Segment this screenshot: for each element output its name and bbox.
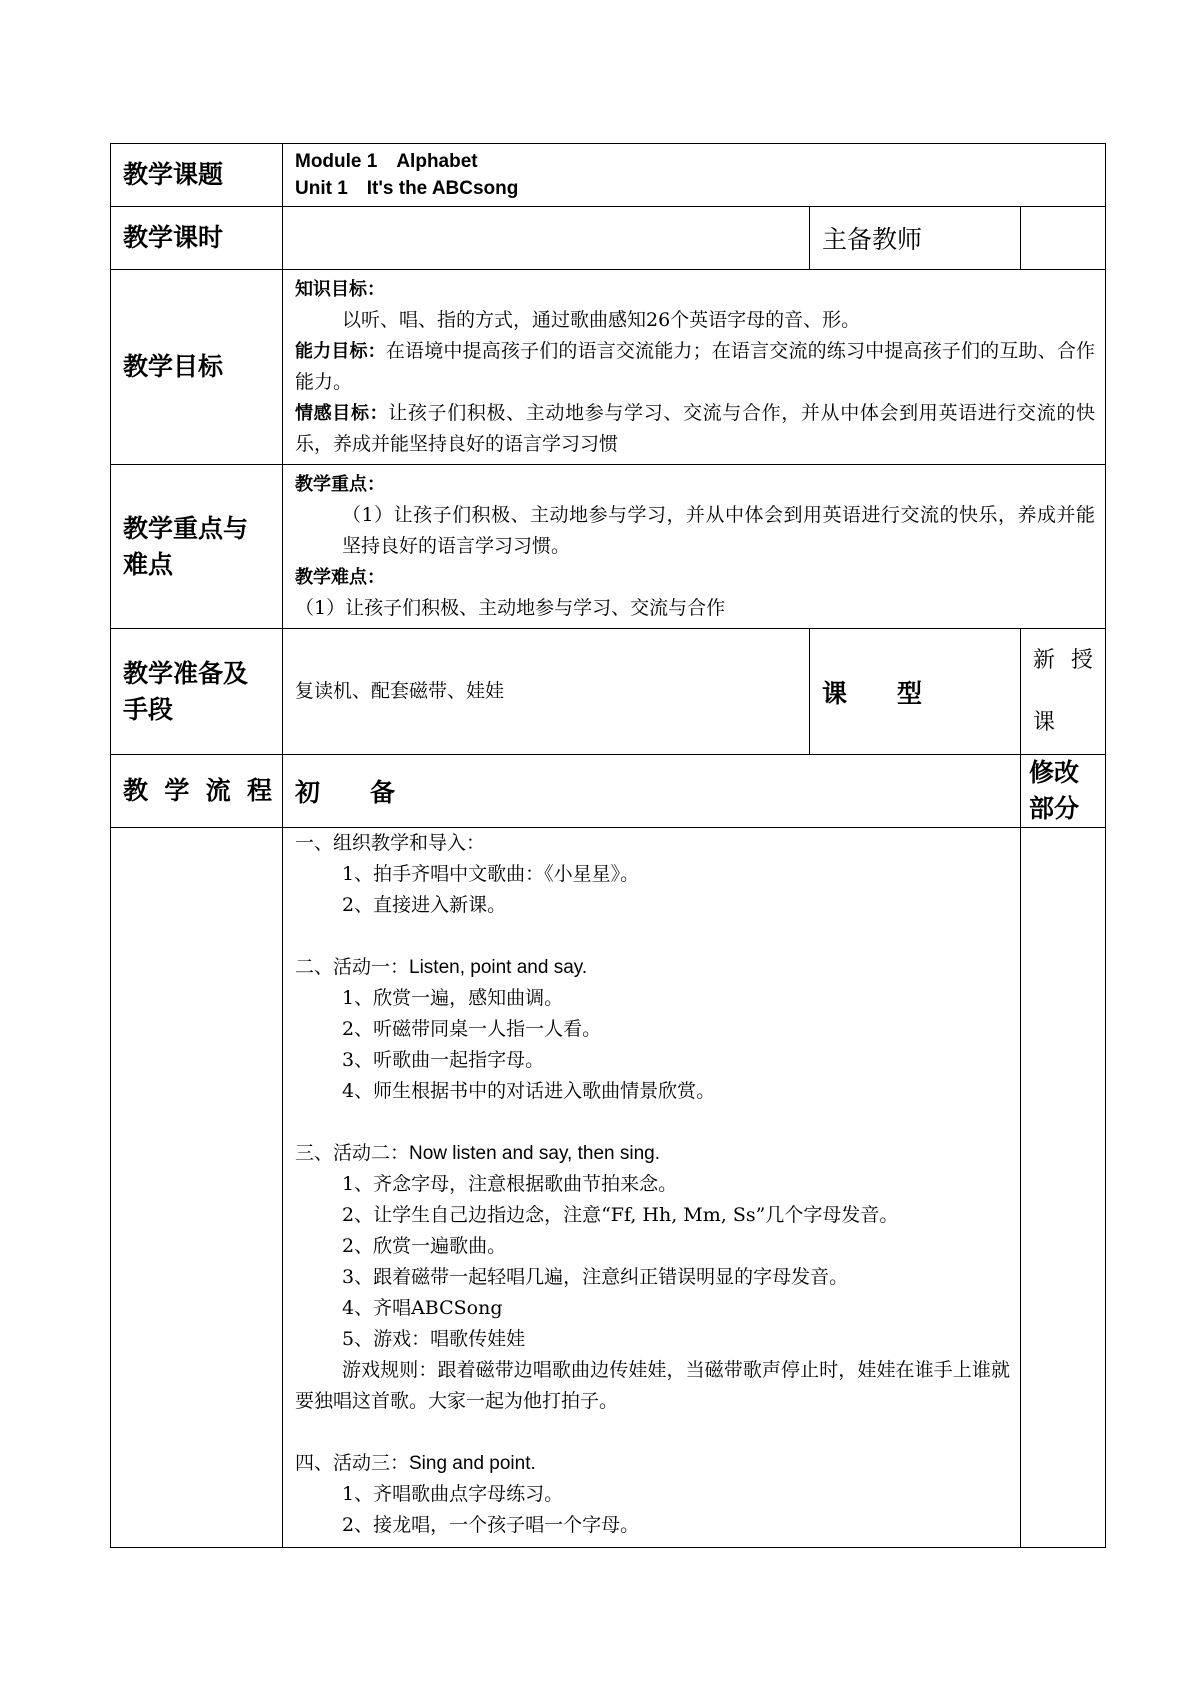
key-title: 教学重点： <box>295 474 385 495</box>
row-key-points <box>111 465 1106 629</box>
flow-line: 1、齐唱歌曲点字母练习。 <box>342 1483 564 1505</box>
flow-line: 2、欣赏一遍歌曲。 <box>342 1235 507 1257</box>
row-flow-header <box>111 755 1106 828</box>
row-hours <box>111 207 1106 270</box>
flow-line: 二、活动一：Listen, point and say. <box>295 957 588 978</box>
flow-line: 1、欣赏一遍，感知曲调。 <box>342 987 564 1009</box>
draft-label: 初 备 <box>283 755 1021 828</box>
difficult-title: 教学难点： <box>295 567 385 588</box>
topic-label: 教学课题 <box>111 144 283 207</box>
prep-label: 教学准备及手段 <box>111 629 283 755</box>
flow-line: 3、跟着磁带一起轻唱几遍，注意纠正错误明显的字母发音。 <box>342 1266 849 1288</box>
knowledge-text: 以听、唱、指的方式，通过歌曲感知26个英语字母的音、形。 <box>342 309 861 331</box>
knowledge-title: 知识目标： <box>295 279 385 300</box>
row-goals <box>111 270 1106 465</box>
flow-content <box>283 828 1021 1548</box>
prep-value: 复读机、配套磁带、娃娃 <box>283 629 810 755</box>
flow-right-empty <box>1021 828 1106 1548</box>
flow-blank <box>295 1417 1010 1448</box>
flow-line: 5、游戏：唱歌传娃娃 <box>342 1328 526 1350</box>
hours-label: 教学课时 <box>111 207 283 270</box>
ability-title: 能力目标： <box>295 341 386 362</box>
difficult-text: （1）让孩子们积极、主动地参与学习、交流与合作 <box>295 597 726 619</box>
key-text: （1）让孩子们积极、主动地参与学习，并从中体会到用英语进行交流的快乐，养成并能坚持良好的语言学习习惯。 <box>342 504 1095 557</box>
flow-line: 1、拍手齐唱中文歌曲：《小星星》。 <box>342 863 640 885</box>
flow-line: 2、听磁带同桌一人指一人看。 <box>342 1018 602 1040</box>
flow-label: 教学流程 <box>111 755 283 828</box>
flow-line: 2、接龙唱，一个孩子唱一个字母。 <box>342 1514 640 1536</box>
row-flow-content <box>111 828 1106 1548</box>
flow-line: 游戏规则：跟着磁带边唱歌曲边传娃娃，当磁带歌声停止时，娃娃在谁手上谁就要独唱这首歌。大家一起为他打拍子。 <box>295 1359 1010 1412</box>
flow-line: 2、直接进入新课。 <box>342 894 507 916</box>
ability-text: 在语境中提高孩子们的语言交流能力；在语言交流的练习中提高孩子们的互助、合作能力。 <box>295 340 1095 393</box>
flow-line: 2、让学生自己边指边念，注意“Ff, Hh, Mm, Ss”几个字母发音。 <box>342 1204 899 1226</box>
goals-content <box>283 270 1106 465</box>
flow-line: 1、齐念字母，注意根据歌曲节拍来念。 <box>342 1173 678 1195</box>
flow-blank <box>295 1107 1010 1138</box>
row-prep <box>111 629 1106 755</box>
topic-module: Module 1 Alphabet <box>295 151 478 172</box>
revise-label: 修改部分 <box>1021 755 1106 828</box>
flow-line: 四、活动三：Sing and point. <box>295 1453 536 1474</box>
flow-blank <box>295 921 1010 952</box>
type-label: 课 型 <box>810 629 1021 755</box>
row-topic <box>111 144 1106 207</box>
goals-label: 教学目标 <box>111 270 283 465</box>
flow-line: 4、齐唱ABCSong <box>342 1297 503 1319</box>
flow-line: 一、组织教学和导入： <box>295 832 486 854</box>
emotion-text: 让孩子们积极、主动地参与学习、交流与合作，并从中体会到用英语进行交流的快乐，养成并能坚持良好的语言学习习惯 <box>295 402 1095 455</box>
flow-left-empty <box>111 828 283 1548</box>
teacher-value <box>1021 207 1106 270</box>
key-points-content <box>283 465 1106 629</box>
flow-line: 三、活动二：Now listen and say, then sing. <box>295 1143 661 1164</box>
topic-value <box>283 144 1106 207</box>
flow-line: 3、听歌曲一起指字母。 <box>342 1049 545 1071</box>
hours-value <box>283 207 810 270</box>
emotion-title: 情感目标： <box>295 403 389 424</box>
teacher-label: 主备教师 <box>810 207 1021 270</box>
topic-unit: Unit 1 It's the ABCsong <box>295 178 519 199</box>
flow-line: 4、师生根据书中的对话进入歌曲情景欣赏。 <box>342 1080 716 1102</box>
lesson-plan-table <box>110 143 1106 1548</box>
type-value: 新授课 <box>1021 629 1106 755</box>
key-points-label: 教学重点与难点 <box>111 465 283 629</box>
